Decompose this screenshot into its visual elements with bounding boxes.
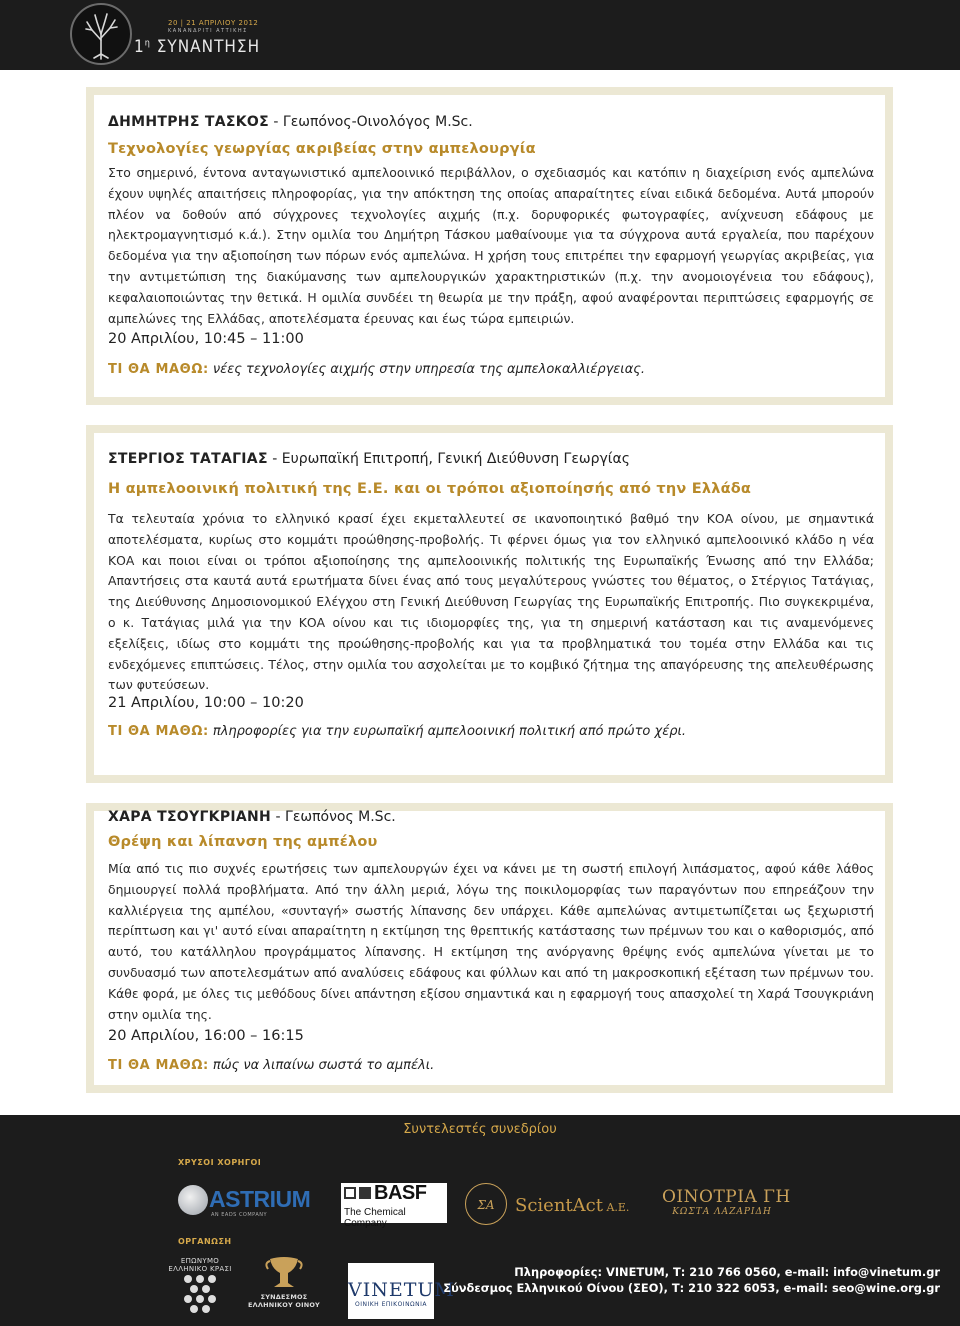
talk-time: 20 Απριλίου, 10:45 – 11:00 [108,331,304,347]
syndesmos-logo [248,1255,320,1321]
learn-label: ΤΙ ΘΑ ΜΑΘΩ: [108,1058,209,1073]
learn-line [108,1058,434,1073]
scientact-name: ScientAct [515,1195,603,1216]
talk-description: Μία από τις πιο συχνές ερωτήσεις των αμπελουργών έχει να κάνει με τη σωστή επιλογή λιπάσματος, αφού κάθε λάθος δημιουργεί πολλά προβλήματα. Από την άλλη μεριά, λόγω της ποικιλομορφίας των παραγόντων που επηρεάζουν την καλλιέργεια της αμπέλου, «συνταγή» σωστής λίπανσης δεν υπάρχει. Κάθε αμπελώνας αντιμετωπίζεται ως ξεχωριστή περίπτωση και γι' αυτό είναι απαραίτητη η εκτίμηση της θρεπτικής κατάστασης των πρέμνων του και ο καθορισμός, από αυτό, του κατάλληλου προγράμματος λίπανσης. Η εκτίμηση της ανόργανης θρέψης ενός αμπελώνα γίνεται με το συνδυασμό των αποτελεσμάτων από αναλύσεις εδάφους και φύλλων και από τη μακροσκοπική εξέταση των πρέμνων του. Κάθε φορά, με όλες τις μεθόδους δίνει απάντηση εξίσου σημαντικά και η εφαρμογή τους απασχολεί τη Χαρά Τσουγκριάνη στην ομιλία της. [108,861,874,1022]
event-number: 1 [134,37,145,57]
astrium-name: ASTRIUM [209,1186,311,1212]
tree-logo-icon [70,3,132,65]
learn-text: πώς να λιπαίνω σωστά το αμπέλι. [208,1058,435,1073]
organizers-label: ΟΡΓΑΝΩΣΗ [178,1237,232,1246]
amphora-icon [264,1255,304,1289]
talk-title: Η αμπελοοινική πολιτική της Ε.Ε. και οι τρόποι αξιοποίησής από την Ελλάδα [108,481,752,497]
session-card-1 [86,87,893,405]
speaker-name: ΣΤΕΡΓΙΟΣ ΤΑΤΑΓΙΑΣ [108,451,268,467]
vinetum-name: VINETUM [348,1279,455,1301]
oinotria-logo [662,1187,791,1227]
eponymo-name: ΕΠΩΝΥΜΟ ΕΛΛΗΝΙΚΟ ΚΡΑΣΙ [168,1257,232,1273]
speaker-name: ΔΗΜΗΤΡΗΣ ΤΑΣΚΟΣ [108,114,269,130]
footer-band [0,1115,960,1326]
learn-line [108,724,686,739]
oinotria-sub: ΚΩΣΤΑ ΛΑΖΑΡΙΔΗ [672,1207,772,1217]
astrium-sub: AN EADS COMPANY [211,1212,268,1218]
learn-line [108,362,645,377]
event-title-text: ΣΥΝΑΝΤΗΣΗ [156,37,261,57]
session-card-2 [86,425,893,783]
syndesmos-name: ΣΥΝΔΕΣΜΟΣ ΕΛΛΗΝΙΚΟΥ ΟΙΝΟΥ [248,1293,320,1309]
learn-label: ΤΙ ΘΑ ΜΑΘΩ: [108,724,209,739]
contributors-title: Συντελεστές συνεδρίου [403,1122,557,1137]
session-card-3 [86,803,893,1093]
event-number-suffix: η [144,38,151,49]
speaker-role: - Γεωπόνος M.Sc. [271,809,396,825]
speaker-role: - Ευρωπαϊκή Επιτροπή, Γενική Διεύθυνση Γεωργίας [267,451,630,467]
eponymo-logo [166,1257,234,1323]
talk-time: 21 Απριλίου, 10:00 – 10:20 [108,695,304,711]
learn-text: νέες τεχνολογίες αιχμής στην υπηρεσία της αμπελοκαλλιέργειας. [208,362,646,377]
basf-name: BASF [374,1182,427,1204]
event-date: 20 | 21 ΑΠΡΙΛΙΟΥ 2012 [168,19,259,27]
learn-label: ΤΙ ΘΑ ΜΑΘΩ: [108,362,209,377]
speaker-role: - Γεωπόνος-Οινολόγος M.Sc. [268,114,473,130]
basf-square-filled-icon [359,1187,371,1199]
oinotria-name: ΟΙΝΟΤΡΙΑ ΓΗ [662,1187,791,1207]
learn-text: πληροφορίες για την ευρωπαϊκή αμπελοοινική πολιτική από πρώτο χέρι. [208,724,686,739]
gold-sponsors-label: ΧΡΥΣΟΙ ΧΟΡΗΓΟΙ [178,1158,262,1167]
astrium-globe-icon [178,1185,208,1215]
header-band [0,0,960,70]
basf-square-outline-icon [344,1187,356,1199]
speaker-line [108,451,630,467]
vinetum-logo [348,1263,455,1319]
event-title [134,37,260,57]
speaker-line [108,114,473,130]
sma-logo: ΣΑ [465,1183,507,1225]
basf-sub: The Chemical Company [344,1207,406,1229]
scientact-logo [515,1195,655,1219]
scientact-suffix: A.E. [602,1201,630,1214]
contact-info-seo: Σύνδεσμος Ελληνικού Οίνου (ΣΕΟ), Τ: 210 322 6053, e-mail: seo@wine.org.gr [443,1281,940,1295]
speaker-line [108,809,396,825]
astrium-logo [178,1185,330,1223]
contact-info-vinetum: Πληροφορίες: VINETUM, Τ: 210 766 0560, e-mail: info@vinetum.gr [514,1265,940,1279]
talk-description: Τα τελευταία χρόνια το ελληνικό κρασί έχει εκμεταλλευτεί σε ικανοποιητικό βαθμό την ΚΟΑ οίνου, με σημαντικά αποτελέσματα, κυρίως στο κομμάτι προώθησης-προβολής. Τι φέρνει όμως για τον ελληνικό αμπελοοινικό κλάδο η νέα ΚΟΑ και ποιοι είναι οι τρόποι αξιοποίησης της αμπελοοινικής πολιτικής της Ευρωπαϊκής Ένωσης από την Ελλάδα; Απαντήσεις στα καυτά αυτά ερωτήματα δίνει ένας από τους μεγαλύτερους γνώστες του θέματος, ο Στέργιος Τατάγιας, της Διεύθυνσης Δημοσιονομικού Ελέγχου στη Γενική Διεύθυνση Γεωργίας της Ευρωπαϊκής Επιτροπής. Πιο συγκεκριμένα, ο κ. Τατάγιας μιλά για την ΚΟΑ οίνου και τις ιδιομορφίες της, για τη σημερινή κατάσταση και τις αναμενόμενες εξελίξεις, ιδίως στο κομμάτι της προώθησης-προβολής και για τα προβληματικά του τομέα στην Ελλάδα και τις ενδεχόμενες επιπτώσεις. Τέλος, στην ομιλία του ασχολείται με το κομβικό ζήτημα της απαγόρευσης της απελευθέρωσης των φυτεύσεων. [108,511,874,693]
talk-title: Τεχνολογίες γεωργίας ακριβείας στην αμπελουργία [108,141,536,157]
talk-description: Στο σημερινό, έντονα ανταγωνιστικό αμπελοοινικό περιβάλλον, ο σχεδιασμός και κατόπιν η διαχείριση ενός αμπελώνα έχουν υψηλές απαιτήσεις πληροφορίας, για την απόκτηση της οποίας απαραίτητες είναι ειδικά δεδομένα. Αυτά μπορούν πλέον να δοθούν από σύγχρονες τεχνολογίες αιχμής (π.χ. δορυφορικές φωτογραφίες, ανίχνευση εδάφους με ηλεκτρομαγνητισμό κ.ά.). Στην ομιλία του Δημήτρη Τάσκου μαθαίνουμε για τα σύγχρονα αυτά εργαλεία, που παρέχουν δεδομένα για την αξιοποίηση των πόρων ενός αμπελώνα. Η χρήση τους επιτρέπει την εφαρμογή γεωργίας ακριβείας, για την αντιμετώπιση της διακύμανσης των αμπελουργικών χαρακτηριστικών (π.χ. την ανομοιογένεια του εδάφους), κεφαλαιοποιώντας την θετικά. Η ομιλία συνδέει τη θεωρία με την πράξη, αφού αναφέρονται περιπτώσεις εφαρμογής σε αμπελώνες της Ελλάδας, αποτελέσματα έρευνας και έως τώρα εμπειριών. [108,165,874,326]
speaker-name: ΧΑΡΑ ΤΣΟΥΓΚΡΙΑΝΗ [108,809,272,825]
talk-title: Θρέψη και λίπανση της αμπέλου [108,834,378,850]
basf-logo [341,1182,447,1229]
event-place: ΚΑΝΑΝΔΡΙΤΙ ΑΤΤΙΚΗΣ [168,28,248,34]
vinetum-sub: ΟΙΝΙΚΗ ΕΠΙΚΟΙΝΩΝΙΑ [354,1301,428,1308]
grape-cluster-icon [180,1273,220,1317]
talk-time: 20 Απριλίου, 16:00 – 16:15 [108,1028,304,1044]
